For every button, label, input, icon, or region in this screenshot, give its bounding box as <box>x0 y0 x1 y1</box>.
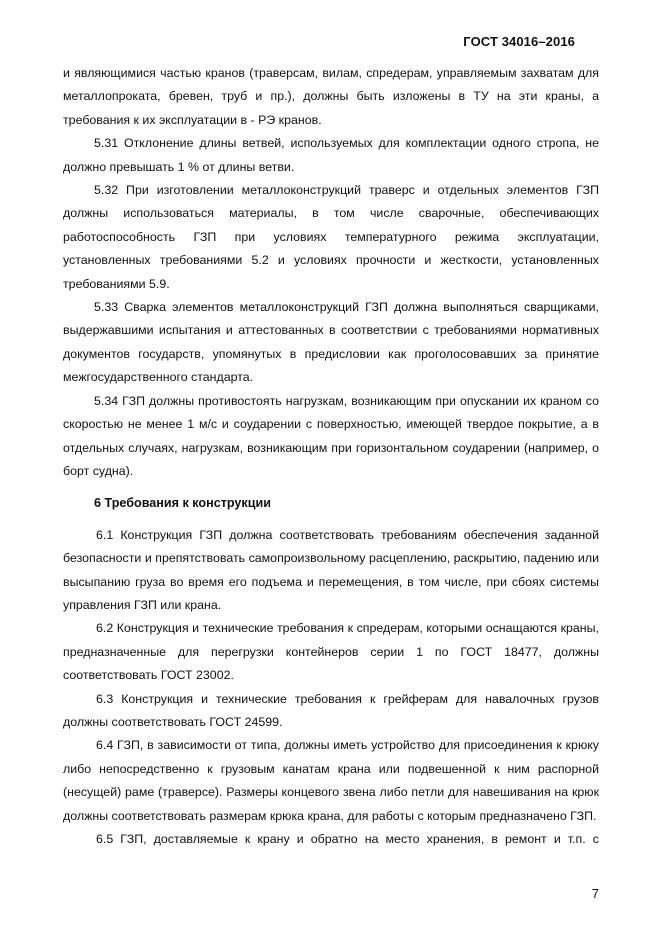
paragraph-6-2: 6.2 Конструкция и технические требования к спредерам, которыми оснащаются краны, предназначенные для перегрузки контейнеров серии 1 по ГОСТ 18477, должны соответствовать ГОСТ 23002. <box>63 621 599 683</box>
paragraph-6-5: 6.5 ГЗП, доставляемые к крану и обратно на место хранения, в ремонт и т.п. с <box>96 832 599 846</box>
paragraph-5-32: 5.32 При изготовлении металлоконструкций траверс и отдельных элементов ГЗП должны использоваться материалы, в том числе сварочные, обеспечивающих работоспособность ГЗП при условиях температурного режима эксплуатации, установленных требованиями 5.2 и условиях прочности и жесткости, установленных требованиями 5.9. <box>63 183 599 291</box>
document-body <box>63 62 599 851</box>
page-number: 7 <box>591 886 599 901</box>
paragraph-5-31: 5.31 Отклонение длины ветвей, используемых для комплектации одного стропа, не должно превышать 1 % от длины ветви. <box>63 136 599 174</box>
standard-header: ГОСТ 34016–2016 <box>463 34 575 49</box>
paragraph-6-3: 6.3 Конструкция и технические требования к грейферам для навалочных грузов должны соответствовать ГОСТ 24599. <box>63 691 599 729</box>
paragraph-6-4: 6.4 ГЗП, в зависимости от типа, должны иметь устройство для присоединения к крюку либо непосредственно к грузовым канатам крана или подвешенной к ним распорной (несущей) раме (траверсе). Размеры концевого звена либо петли для навешивания на крюк должны соответствовать размерам крюка крана, для работы с которым предназначено ГЗП. <box>63 738 599 823</box>
section-heading: 6 Требования к конструкции <box>94 496 271 511</box>
paragraph-5-33: 5.33 Сварка элементов металлоконструкций ГЗП должна выполняться сварщиками, выдержавшими испытания и аттестованных в соответствии с требованиями нормативных документов государств, упомянутых в предисловии как проголосовавших за принятие межгосударственного стандарта. <box>63 300 599 385</box>
paragraph-5-34: 5.34 ГЗП должны противостоять нагрузкам, возникающим при опускании их краном со скоростью не менее 1 м/с и соударении с поверхностью, имеющей твердое покрытие, а в отдельных случаях, нагрузкам, возникающим при горизонтальном соударении (например, о борт судна). <box>63 393 599 478</box>
paragraph-6-1: 6.1 Конструкция ГЗП должна соответствовать требованиям обеспечения заданной безопасности и препятствовать самопроизвольному расцеплению, раскрытию, падению или высыпанию груза во время его подъема и перемещения, в том числе, при сбоях системы управления ГЗП или крана. <box>63 527 599 612</box>
paragraph-continuation: и являющимися частью кранов (траверсам, вилам, спредерам, управляемым захватам для металлопроката, бревен, труб и пр.), должны быть изложены в ТУ на эти краны, а требования к их эксплуатации в - РЭ кранов. <box>63 66 599 127</box>
